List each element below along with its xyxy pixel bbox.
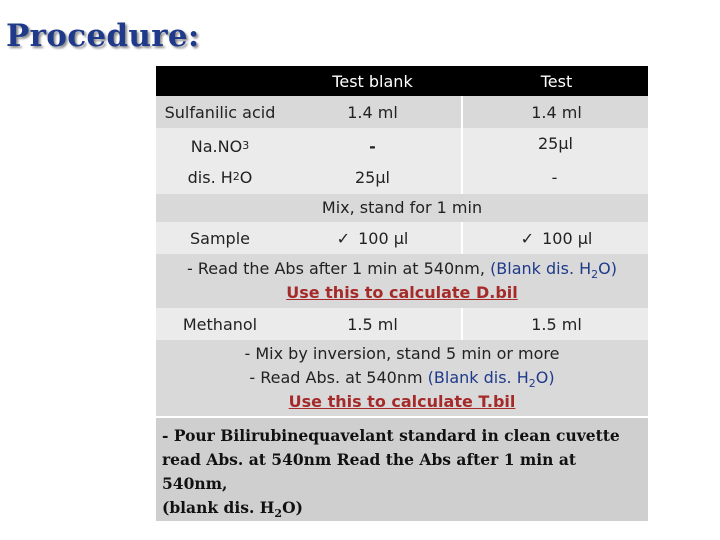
- table-row-sulfanilic-acid: [156, 96, 648, 128]
- nano3-label: Na.NO: [190, 136, 243, 156]
- blank-note-sub: 2: [591, 268, 599, 282]
- read-abs-text: - Read Abs. at 540nm: [249, 368, 428, 387]
- table-row-reagents: [156, 128, 648, 194]
- blank-value: 1.4 ml: [347, 102, 398, 122]
- table-row-standard: [156, 418, 648, 521]
- standard-line-2: read Abs. at 540nm Read the Abs after 1 min at 540nm,: [162, 450, 577, 493]
- blank-note: [427, 368, 555, 391]
- dis-water-test-value: -: [551, 167, 558, 187]
- read-abs-note: [156, 254, 648, 308]
- blank-note-sub: 2: [528, 377, 536, 391]
- dis-water-blank-value: 25µl: [355, 167, 390, 187]
- table-row-mix-stand: [156, 194, 648, 222]
- table-row-sample: [156, 222, 648, 254]
- header-test-blank: Test blank: [332, 71, 413, 91]
- blank-note-end: O): [535, 368, 555, 387]
- blank-note: [490, 259, 618, 282]
- methanol-test-value: 1.5 ml: [461, 308, 650, 340]
- standard-line-3-end: O): [282, 498, 303, 517]
- sample-test-cell: [461, 222, 650, 254]
- mix-stand-text: Mix, stand for 1 min: [321, 198, 483, 217]
- calc-dbil-note: Use this to calculate D.bil: [286, 283, 518, 302]
- nano3-test-value: 25µl: [461, 128, 648, 194]
- table-row-read-abs: [156, 254, 648, 308]
- standard-line-3-sub: 2: [274, 507, 283, 521]
- row-label: Methanol: [182, 314, 258, 334]
- header-cell-empty: [156, 66, 284, 96]
- mix-inversion-note: [156, 340, 648, 416]
- row-label-dis-water: dis. H 2 O: [187, 167, 253, 187]
- sample-test-value: 100 µl: [542, 228, 593, 248]
- test-value: 1.4 ml: [461, 96, 650, 128]
- sample-blank-cell: [284, 222, 461, 254]
- row-label: Sample: [190, 228, 250, 248]
- table-row-methanol: [156, 308, 648, 340]
- blank-note-text: (Blank dis. H: [490, 259, 592, 278]
- header-test: Test: [461, 66, 650, 96]
- methanol-blank-value: 1.5 ml: [347, 314, 398, 334]
- read-abs-line: [249, 366, 554, 390]
- row-label-nano3: Na.NO 3: [190, 136, 250, 156]
- sample-blank-value: 100 µl: [358, 228, 409, 248]
- read-abs-text: - Read the Abs after 1 min at 540nm,: [186, 259, 491, 278]
- nano3-blank-value: -: [369, 136, 376, 156]
- dis-water-label: dis. H: [187, 167, 233, 187]
- page-title: Procedure:: [6, 18, 200, 54]
- check-mark-icon: ✓: [520, 228, 535, 248]
- row-label: Sulfanilic acid: [164, 102, 276, 122]
- read-abs-line: [187, 257, 617, 281]
- standard-line-3-text: (blank dis. H: [162, 498, 275, 517]
- calc-tbil-note: Use this to calculate T.bil: [288, 392, 516, 411]
- blank-note-end: O): [598, 259, 618, 278]
- check-mark-icon: ✓: [336, 228, 351, 248]
- table-header-row: [156, 66, 648, 96]
- dis-water-label-end: O: [239, 167, 253, 187]
- blank-note-text: (Blank dis. H: [427, 368, 529, 387]
- mix-inversion-line: - Mix by inversion, stand 5 min or more: [244, 344, 560, 363]
- standard-line-3: [162, 496, 642, 520]
- standard-line-1: - Pour Bilirubinequavelant standard in clean cuvette: [162, 426, 620, 445]
- table-row-mix-inversion: [156, 340, 648, 416]
- standard-note: [156, 418, 648, 521]
